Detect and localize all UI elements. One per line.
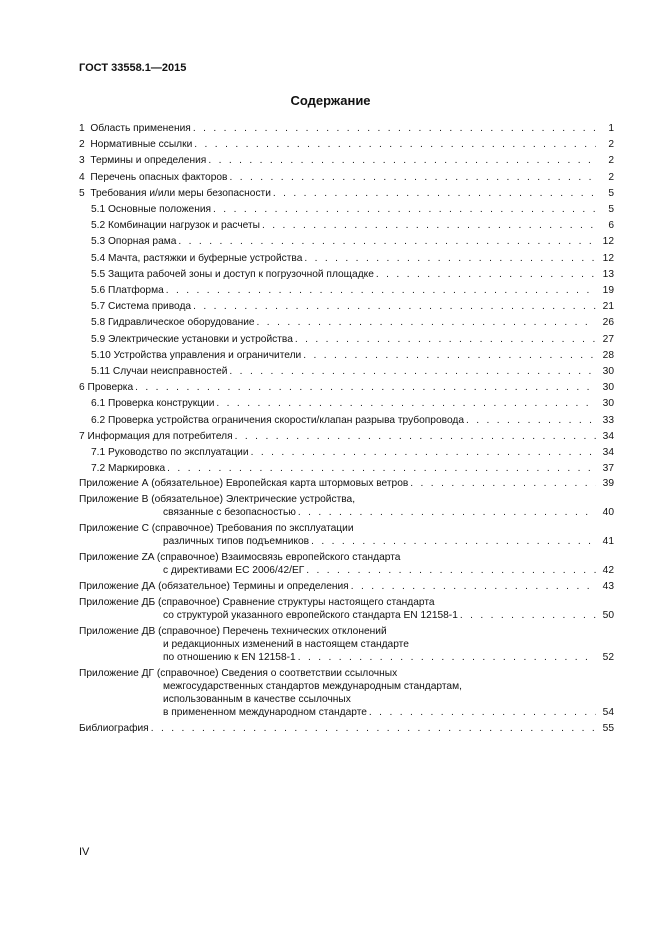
toc-entry-title: 5.9 Электрические установки и устройства: [91, 333, 293, 345]
toc-entry-page: 30: [602, 366, 614, 378]
toc-entry[interactable]: [79, 396, 614, 412]
toc-entry-page: 12: [602, 236, 614, 248]
toc-entry-title: 7.2 Маркировка: [91, 463, 166, 475]
bibliography-title: Библиография: [79, 723, 149, 735]
toc-entry-page: 1: [608, 123, 614, 134]
leader-dots: [304, 251, 596, 267]
appendix-title-line: Приложение ДГ (справочное) Сведения о соответствии ссылочных: [79, 668, 398, 680]
appendix-page: 40: [602, 507, 614, 519]
leader-dots: [298, 651, 596, 664]
toc-entry[interactable]: [79, 461, 614, 477]
toc-entry-title: 2 Нормативные ссылки: [79, 139, 193, 151]
toc-entry-title: 1 Область применения: [79, 123, 191, 134]
appendix-title-line: Приложение ДА (обязательное) Термины и определения: [79, 581, 349, 593]
leader-dots: [257, 315, 596, 331]
toc-appendix[interactable]: [79, 477, 614, 493]
toc-entry-page: 27: [602, 333, 614, 345]
toc-appendix[interactable]: [79, 625, 614, 667]
toc-entry-page: 2: [608, 171, 614, 183]
toc-entry-title: 7.1 Руководство по эксплуатации: [91, 447, 249, 459]
leader-dots: [193, 121, 596, 137]
toc-appendix[interactable]: [79, 580, 614, 596]
leader-dots: [466, 413, 596, 429]
leader-dots: [351, 580, 596, 593]
toc-entry-page: 37: [602, 463, 614, 475]
appendix-title-line: связанные с безопасностью: [163, 507, 296, 519]
toc-entry[interactable]: [79, 202, 614, 218]
table-of-contents: [79, 121, 614, 735]
leader-dots: [167, 461, 596, 477]
toc-appendix[interactable]: [79, 493, 614, 522]
toc-entry[interactable]: [79, 299, 614, 315]
toc-entry-page: 26: [602, 317, 614, 329]
leader-dots: [376, 267, 596, 283]
appendix-last-line: [79, 535, 614, 548]
leader-dots: [295, 332, 596, 348]
toc-entry[interactable]: [79, 364, 614, 380]
toc-appendix[interactable]: [79, 551, 614, 580]
leader-dots: [460, 609, 596, 622]
toc-entry-title: 7 Информация для потребителя: [79, 430, 233, 442]
toc-entry[interactable]: [79, 186, 614, 202]
toc-entry-page: 30: [602, 398, 614, 410]
leader-dots: [303, 348, 596, 364]
leader-dots: [369, 706, 596, 719]
document-code: ГОСТ 33558.1—2015: [79, 62, 187, 74]
toc-entry-title: 5.8 Гидравлическое оборудование: [91, 317, 255, 329]
appendix-last-line: [79, 651, 614, 664]
toc-entry[interactable]: [79, 332, 614, 348]
leader-dots: [213, 202, 596, 218]
toc-entry[interactable]: [79, 137, 614, 153]
appendix-page: 54: [602, 707, 614, 719]
toc-entry-page: 2: [608, 139, 614, 151]
toc-entry-title: 6.1 Проверка конструкции: [91, 398, 215, 410]
leader-dots: [298, 506, 596, 519]
toc-entry-title: 5 Требования и/или меры безопасности: [79, 187, 271, 199]
leader-dots: [166, 283, 596, 299]
toc-entry-page: 19: [602, 285, 614, 297]
toc-entry-title: 4 Перечень опасных факторов: [79, 171, 228, 183]
toc-entry-page: 34: [602, 447, 614, 459]
leader-dots: [208, 153, 596, 169]
leader-dots: [311, 535, 596, 548]
toc-entry-page: 34: [602, 430, 614, 442]
toc-entry[interactable]: [79, 283, 614, 299]
toc-entry-page: 6: [608, 220, 614, 232]
toc-entry-title: 5.1 Основные положения: [91, 204, 212, 216]
leader-dots: [216, 396, 596, 412]
appendix-last-line: [79, 609, 614, 622]
toc-entry-title: 5.10 Устройства управления и ограничители: [91, 349, 302, 361]
toc-entry[interactable]: [79, 153, 614, 169]
toc-entry[interactable]: [79, 445, 614, 461]
toc-entry-page: 2: [608, 155, 614, 167]
toc-appendix[interactable]: [79, 596, 614, 625]
leader-dots: [251, 445, 596, 461]
appendix-last-line: [79, 564, 614, 577]
toc-entry-title: 6.2 Проверка устройства ограничения скорости/клапан разрыва трубопровода: [91, 414, 464, 426]
appendix-last-line: [79, 580, 614, 593]
toc-entry-title: 5.11 Случаи неисправностей: [91, 366, 228, 378]
toc-entry-title: 5.7 Система привода: [91, 301, 192, 313]
leader-dots: [151, 722, 596, 735]
contents-title: Содержание: [290, 93, 371, 108]
toc-entry-page: 12: [602, 252, 614, 264]
appendix-page: 52: [602, 652, 614, 664]
toc-bibliography[interactable]: [79, 722, 614, 735]
toc-entry[interactable]: [79, 121, 614, 137]
appendix-title-line: со структурой указанного европейского стандарта EN 12158-1: [163, 610, 458, 622]
toc-entry-page: 21: [602, 301, 614, 313]
leader-dots: [193, 299, 596, 315]
toc-entry-title: 3 Термины и определения: [79, 155, 207, 167]
appendix-last-line: [79, 506, 614, 519]
appendix-title-line: Приложение ДВ (справочное) Перечень технических отклонений: [79, 626, 387, 638]
appendix-page: 41: [602, 536, 614, 548]
toc-entry[interactable]: [79, 170, 614, 186]
leader-dots: [229, 170, 596, 186]
appendix-page: 42: [602, 565, 614, 577]
appendix-page: 50: [602, 610, 614, 622]
leader-dots: [178, 234, 596, 250]
appendix-title-line: Приложение В (обязательное) Электрические устройства,: [79, 494, 356, 506]
appendix-title-line: по отношению к EN 12158-1: [163, 652, 296, 664]
appendix-last-line: [79, 706, 614, 719]
toc-entry[interactable]: [79, 251, 614, 267]
toc-entry-title: 6 Проверка: [79, 382, 134, 394]
leader-dots: [194, 137, 596, 153]
appendix-title-line: межгосударственных стандартов международным стандартам,: [163, 681, 462, 693]
appendix-title-line: использованным в качестве ссылочных: [163, 694, 351, 706]
toc-entry-title: 5.2 Комбинации нагрузок и расчеты: [91, 220, 260, 232]
leader-dots: [262, 218, 596, 234]
appendix-title-line: с директивами ЕС 2006/42/ЕГ: [163, 565, 305, 577]
appendix-page: 39: [602, 478, 614, 490]
leader-dots: [229, 364, 596, 380]
appendix-title-line: Приложение С (справочное) Требования по эксплуатации: [79, 523, 354, 535]
toc-entry[interactable]: [79, 315, 614, 331]
toc-entry-title: 5.6 Платформа: [91, 285, 164, 297]
appendix-title-line: Приложение А (обязательное) Европейская карта штормовых ветров: [79, 478, 409, 490]
toc-entry[interactable]: [79, 234, 614, 250]
toc-entry-title: 5.5 Защита рабочей зоны и доступ к погрузочной площадке: [91, 268, 374, 280]
leader-dots: [135, 380, 596, 396]
appendix-title-line: Приложение ZA (справочное) Взаимосвязь европейского стандарта: [79, 552, 401, 564]
toc-appendix[interactable]: [79, 522, 614, 551]
toc-entry-page: 5: [608, 204, 614, 216]
bibliography-page: 55: [602, 723, 614, 735]
toc-entry[interactable]: [79, 218, 614, 234]
leader-dots: [235, 429, 596, 445]
toc-entry-page: 33: [602, 414, 614, 426]
appendix-last-line: [79, 477, 614, 490]
toc-entry[interactable]: [79, 267, 614, 283]
toc-entry-page: 30: [602, 382, 614, 394]
appendix-title-line: в примененном международном стандарте: [163, 707, 367, 719]
toc-entry[interactable]: [79, 380, 614, 396]
toc-entry[interactable]: [79, 413, 614, 429]
leader-dots: [410, 477, 596, 490]
toc-entry[interactable]: [79, 348, 614, 364]
appendix-title-line: Приложение ДБ (справочное) Сравнение структуры настоящего стандарта: [79, 597, 435, 609]
appendix-title-line: различных типов подъемников: [163, 536, 310, 548]
appendix-title-line: и редакционных изменений в настоящем стандарте: [163, 639, 409, 651]
toc-entry-title: 5.4 Мачта, растяжки и буферные устройства: [91, 252, 303, 264]
appendix-page: 43: [602, 581, 614, 593]
leader-dots: [306, 564, 596, 577]
toc-entry[interactable]: [79, 429, 614, 445]
toc-entry-page: 5: [608, 187, 614, 199]
toc-entry-page: 28: [602, 349, 614, 361]
leader-dots: [273, 186, 596, 202]
toc-entry-page: 13: [602, 268, 614, 280]
toc-entry-title: 5.3 Опорная рама: [91, 236, 177, 248]
toc-appendix[interactable]: [79, 667, 614, 722]
page-number: IV: [79, 846, 90, 858]
